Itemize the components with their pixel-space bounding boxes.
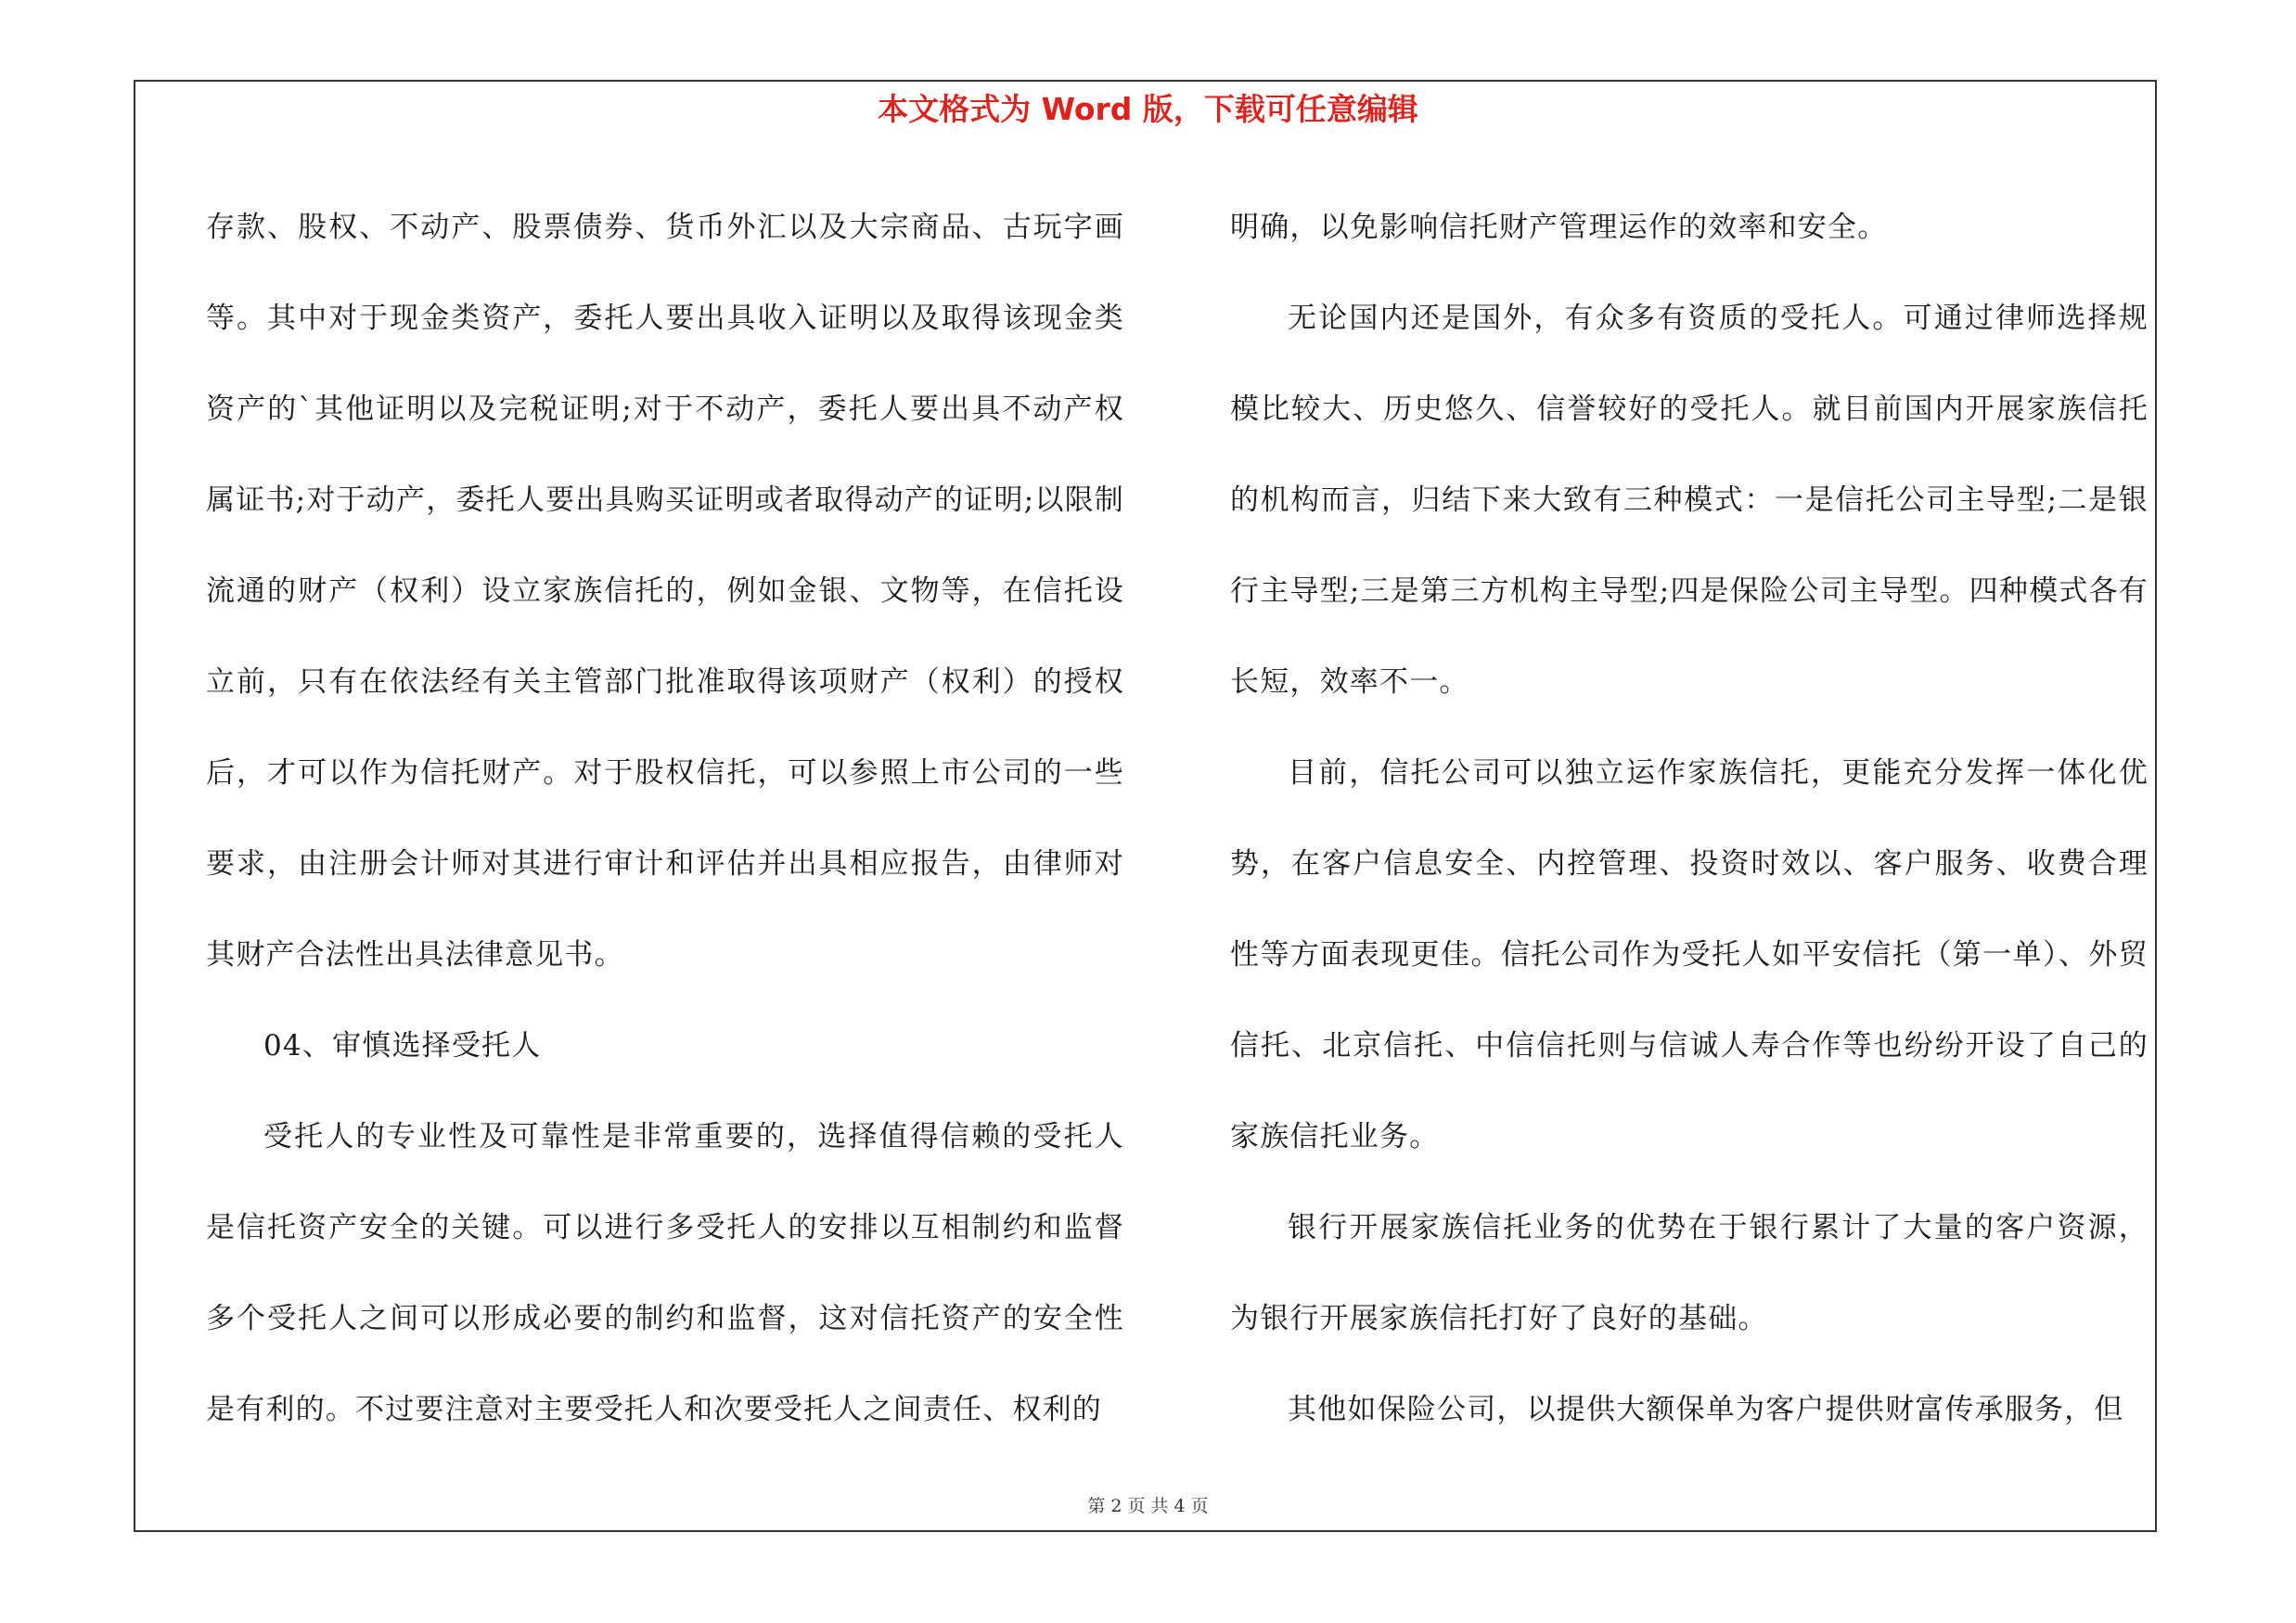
paragraph-banks: 银行开展家族信托业务的优势在于银行累计了大量的客户资源，为银行开展家族信托打好了良好的基础。 [1230, 1211, 2148, 1335]
paragraph-asset-proof: 存款、股权、不动产、股票债券、货币外汇以及大宗商品、古玩字画等。其中对于现金类资产，委托人要出具收入证明以及取得该现金类资产的`其他证明以及完税证明;对于不动产，委托人要出具不动产权属证书;对于动产，委托人要出具购买证明或者取得动产的证明;以限制流通的财产（权利）设立家族信托的，例如金银、文物等，在信托设立前，只有在依法经有关主管部门批准取得该项财产（权利）的授权后，才可以作为信托财产。对于股权信托，可以参照上市公司的一些要求，由注册会计师对其进行审计和评估并出具相应报告，由律师对其财产合法性出具法律意见书。 [206, 211, 1124, 972]
paragraph-trust-companies: 目前，信托公司可以独立运作家族信托，更能充分发挥一体化优势，在客户信息安全、内控管理、投资时效以、客户服务、收费合理性等方面表现更佳。信托公司作为受托人如平安信托（第一单）、外贸信托、北京信托、中信信托则与信诚人寿合作等也纷纷开设了自己的家族信托业务。 [1230, 756, 2148, 1153]
header-banner: 本文格式为 Word 版，下载可任意编辑 [878, 91, 1418, 127]
left-column [206, 182, 1124, 1455]
section-heading-select-trustee: 04、审慎选择受托人 [263, 1029, 542, 1063]
right-column [1230, 182, 2148, 1455]
paragraph-trustee-models: 无论国内还是国外，有众多有资质的受托人。可通过律师选择规模比较大、历史悠久、信誉较好的受托人。就目前国内开展家族信托的机构而言，归结下来大致有三种模式：一是信托公司主导型;二是银行主导型;三是第三方机构主导型;四是保险公司主导型。四种模式各有长短，效率不一。 [1230, 302, 2148, 699]
paragraph-insurance: 其他如保险公司，以提供大额保单为客户提供财富传承服务，但 [1288, 1393, 2124, 1426]
paragraph-continuation: 明确，以免影响信托财产管理运作的效率和安全。 [1230, 211, 1888, 244]
page-number-footer: 第 2 页 共 4 页 [1087, 1496, 1209, 1516]
paragraph-trustee-reliability: 受托人的专业性及可靠性是非常重要的，选择值得信赖的受托人是信托资产安全的关键。可以进行多受托人的安排以互相制约和监督多个受托人之间可以形成必要的制约和监督，这对信托资产的安全性是有利的。不过要注意对主要受托人和次要受托人之间责任、权利的 [206, 1120, 1124, 1426]
